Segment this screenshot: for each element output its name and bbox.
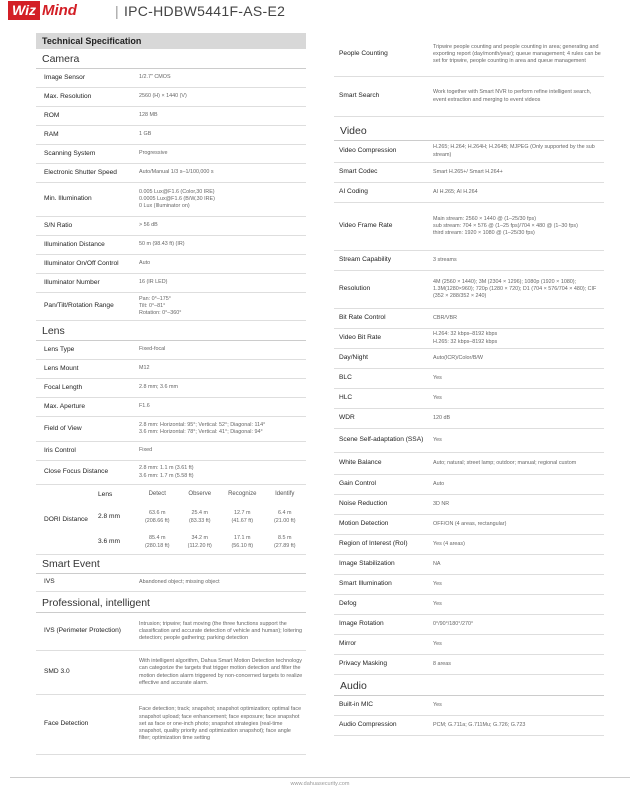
spec-label: Motion Detection	[339, 520, 389, 528]
spec-value: Yes	[433, 600, 442, 607]
spec-value: OFF/ON (4 areas, rectangular)	[433, 520, 507, 527]
spec-value: 2.8 mm: 1.1 m (3.61 ft) 3.6 mm: 1.7 m (5.58 ft)	[139, 465, 194, 479]
spec-label: Pan/Tilt/Rotation Range	[44, 302, 114, 310]
spec-value: Fixed	[139, 447, 153, 454]
spec-row	[334, 141, 604, 163]
spec-value: 16 (IR LED)	[139, 279, 168, 286]
left-column	[36, 33, 306, 755]
dori-lens: 3.6 mm	[98, 538, 120, 546]
spec-label: Smart Search	[339, 92, 380, 100]
spec-row	[36, 341, 306, 360]
spec-row	[36, 613, 306, 651]
professional-table	[36, 613, 306, 755]
spec-value: Main stream: 2560 × 1440 @ (1–25/30 fps) sub stream: 704 × 576 @ (1–25 fps)/704 × 480 @ (1–30 fps) third stream: 1920 × 1080 @ (1–25/30 fps)	[433, 215, 578, 237]
spec-label: Resolution	[339, 285, 371, 293]
spec-row	[36, 379, 306, 398]
spec-value: NA	[433, 560, 441, 567]
dori-cell: 34.2 m (112.20 ft)	[187, 535, 212, 549]
spec-label: Face Detection	[44, 720, 89, 728]
spec-label: Video Compression	[339, 147, 397, 155]
camera-table	[36, 69, 306, 321]
spec-value: Smart H.265+/ Smart H.264+	[433, 168, 503, 175]
spec-label: Image Sensor	[44, 73, 86, 81]
spec-label: IVS (Perimeter Protection)	[44, 627, 121, 635]
section-lens: Lens	[36, 321, 306, 341]
spec-value: Intrusion; tripwire; fast moving (the three functions support the classification and accurate detection of vehicle and human); loitering detection; people gathering; parking detection	[139, 620, 303, 642]
spec-label: Max. Aperture	[44, 402, 86, 410]
spec-label: Audio Compression	[339, 721, 397, 729]
spec-row	[36, 145, 306, 164]
spec-row	[36, 255, 306, 274]
spec-label: People Counting	[339, 50, 388, 58]
spec-row	[334, 329, 604, 349]
spec-row	[36, 417, 306, 442]
spec-label: Image Rotation	[339, 620, 384, 628]
spec-value: Tripwire people counting and people counting in area; generating and exporting report (day/month/year); queue management; 4 rules can be set for tripwire, people counting in area and queue management	[433, 43, 601, 65]
spec-value: Pan: 0°–175° Tilt: 0°–81° Rotation: 0°–360°	[139, 295, 182, 317]
spec-row	[36, 88, 306, 107]
spec-value: 3 streams	[433, 256, 457, 263]
spec-row	[36, 126, 306, 145]
spec-row	[334, 271, 604, 309]
spec-row	[36, 651, 306, 695]
audio-table	[334, 696, 604, 736]
spec-row	[334, 251, 604, 271]
spec-row	[334, 309, 604, 329]
spec-value: Yes	[433, 640, 442, 647]
spec-value: 120 dB	[433, 414, 451, 421]
spec-label: Gain Control	[339, 480, 377, 488]
spec-label: WDR	[339, 414, 355, 422]
spec-label: Smart Codec	[339, 168, 378, 176]
spec-value: Yes	[433, 374, 442, 381]
spec-value: With intelligent algorithm, Dahua Smart Motion Detection technology can categorize the targets that trigger motion detection and filter the motion detection alarm triggered by non-concerned targets to realize effective and accurate alarm.	[139, 657, 303, 686]
spec-row	[36, 164, 306, 183]
section-audio: Audio	[334, 675, 604, 696]
spec-row	[334, 77, 604, 117]
dori-header: Identify	[275, 491, 295, 498]
spec-value: Auto	[433, 480, 445, 487]
spec-label: White Balance	[339, 459, 382, 467]
spec-row	[334, 515, 604, 535]
spec-value: 2.8 mm: Horizontal: 95°; Vertical: 52°; Diagonal: 114° 3.6 mm: Horizontal: 78°; Vertical: 41°; Diagonal: 94°	[139, 421, 266, 435]
spec-value: Abandoned object; missing object	[139, 578, 220, 585]
spec-label: Built-in MIC	[339, 701, 374, 709]
section-video: Video	[334, 117, 604, 141]
spec-value: 3D NR	[433, 500, 450, 507]
spec-value: 8 areas	[433, 660, 451, 667]
spec-row	[334, 575, 604, 595]
section-professional: Professional, intelligent	[36, 592, 306, 613]
spec-label: Close Focus Distance	[44, 468, 109, 476]
title-bar: Technical Specification	[36, 33, 306, 49]
spec-label: Illuminator On/Off Control	[44, 259, 119, 267]
right-column	[334, 33, 604, 736]
dori-cell: 85.4 m (280.18 ft)	[144, 535, 170, 549]
spec-row	[36, 217, 306, 236]
spec-value: 0°/90°/180°/270°	[433, 620, 474, 627]
header-separator: |	[115, 3, 119, 19]
spec-row	[334, 615, 604, 635]
spec-value: > 56 dB	[139, 222, 158, 229]
spec-row	[334, 475, 604, 495]
spec-label: Mirror	[339, 640, 357, 648]
spec-value: AI H.265; AI H.264	[433, 188, 478, 195]
spec-row	[36, 107, 306, 126]
spec-label: Smart Illumination	[339, 580, 392, 588]
spec-label: Iris Control	[44, 446, 76, 454]
spec-label: Noise Reduction	[339, 500, 388, 508]
spec-value: Fixed-focal	[139, 346, 166, 353]
spec-label: Bit Rate Control	[339, 314, 386, 322]
logo-mind: Mind	[41, 2, 77, 19]
spec-label: Video Frame Rate	[339, 222, 393, 230]
smart-event-table	[36, 574, 306, 592]
lens-table	[36, 341, 306, 485]
spec-row	[36, 461, 306, 485]
spec-label: BLC	[339, 374, 352, 382]
spec-label: Focal Length	[44, 383, 83, 391]
wizmind-logo	[8, 1, 77, 20]
dori-table	[36, 485, 306, 555]
spec-value: Face detection; track; snapshot; snapshot optimization; optimal face snapshot upload; face enhancement; face exposure; face snapshot set as face or one-inch photo; snapshot strategies (real-time snapshot, quality priority and optimization snapshot); face angle filter; optimization time setting	[139, 706, 302, 742]
spec-row	[334, 409, 604, 429]
dori-cell: 17.1 m (56.10 ft)	[231, 535, 254, 549]
spec-row	[334, 655, 604, 675]
spec-row	[36, 183, 306, 217]
dori-cell: 25.4 m (83.33 ft)	[188, 510, 211, 524]
dori-cell: 6.4 m (21.00 ft)	[273, 510, 296, 524]
dori-header: Observe	[188, 491, 212, 498]
spec-label: SMD 3.0	[44, 668, 70, 676]
spec-value: 4M (2560 × 1440); 3M (2304 × 1296); 1080p (1920 × 1080); 1.3M(1280×960); 720p (1280 × 720); D1 (704 × 576/704 × 480); CIF (352 × 288/352 × 240)	[433, 278, 597, 300]
spec-value: Work together with Smart NVR to perform refine intelligent search, event extraction and merging to event videos	[433, 89, 592, 103]
spec-row	[334, 716, 604, 736]
video-table	[334, 141, 604, 675]
spec-row	[36, 69, 306, 88]
spec-label: AI Coding	[339, 188, 368, 196]
spec-label: Electronic Shutter Speed	[44, 168, 117, 176]
right-top-table	[334, 33, 604, 117]
logo-wiz: Wiz	[8, 1, 40, 20]
spec-value: Auto/Manual 1/3 s–1/100,000 s	[139, 169, 214, 176]
spec-row	[36, 274, 306, 293]
spec-label: Stream Capability	[339, 256, 392, 264]
model-number	[115, 3, 285, 19]
spec-value: CBR/VBR	[433, 314, 457, 321]
spec-label: Field of View	[44, 424, 82, 432]
spec-row	[334, 696, 604, 716]
spec-row	[36, 360, 306, 379]
dori-cell: 8.5 m (27.89 ft)	[273, 535, 296, 549]
spec-row	[334, 495, 604, 515]
dori-header: Detect	[148, 491, 166, 498]
model-text: IPC-HDBW5441F-AS-E2	[123, 3, 286, 19]
spec-value: Yes	[433, 580, 442, 587]
spec-value: Yes (4 areas)	[433, 540, 465, 547]
dori-header: Recognize	[228, 491, 257, 498]
spec-label: Image Stabilization	[339, 560, 395, 568]
spec-row	[36, 236, 306, 255]
spec-label: Lens Type	[44, 345, 75, 353]
spec-label: Region of Interest (RoI)	[339, 540, 408, 548]
spec-label: RAM	[44, 130, 59, 138]
spec-row	[334, 389, 604, 409]
spec-label: Illuminator Number	[44, 278, 100, 286]
spec-value: Auto	[139, 260, 151, 267]
spec-row	[36, 442, 306, 461]
spec-row	[36, 398, 306, 417]
spec-row	[36, 293, 306, 321]
spec-value: PCM; G.711a; G.711Mu; G.726; G.723	[433, 721, 526, 728]
spec-value: H.265; H.264; H.264H; H.264B; MJPEG (Only supported by the sub stream)	[433, 144, 595, 158]
spec-label: Day/Night	[339, 354, 368, 362]
spec-value: Auto; natural; street lamp; outdoor; manual; regional custom	[433, 459, 577, 466]
spec-value: Progressive	[139, 150, 168, 157]
spec-row	[334, 33, 604, 77]
section-camera: Camera	[36, 49, 306, 69]
dori-grid	[96, 485, 306, 554]
spec-label: Min. Illumination	[44, 195, 92, 203]
spec-row	[334, 635, 604, 655]
dori-cell: 12.7 m (41.67 ft)	[231, 510, 254, 524]
spec-value: Yes	[433, 701, 442, 708]
spec-value: 2.8 mm; 3.6 mm	[139, 384, 178, 391]
spec-row	[36, 574, 306, 592]
spec-value: 1/2.7" CMOS	[139, 74, 171, 81]
spec-row	[334, 595, 604, 615]
spec-label: Defog	[339, 600, 357, 608]
spec-label: Scanning System	[44, 149, 96, 157]
dori-lens: 2.8 mm	[98, 513, 120, 521]
spec-row	[334, 369, 604, 389]
spec-label: Video Bit Rate	[339, 334, 382, 342]
spec-value: 2560 (H) × 1440 (V)	[139, 93, 187, 100]
spec-value: M12	[139, 365, 150, 372]
spec-label: S/N Ratio	[44, 221, 73, 229]
spec-label: Scene Self-adaptation (SSA)	[339, 436, 424, 444]
spec-row	[334, 429, 604, 453]
spec-value: 0.005 Lux@F1.6 (Color,30 IRE) 0.0005 Lux@F1.6 (B/W,30 IRE) 0 Lux (Illuminator on)	[139, 188, 215, 210]
spec-label: Privacy Masking	[339, 660, 388, 668]
spec-label: HLC	[339, 394, 353, 402]
spec-row	[334, 453, 604, 475]
dori-cell: 63.6 m (208.66 ft)	[144, 510, 170, 524]
section-smart-event: Smart Event	[36, 555, 306, 574]
spec-row	[334, 183, 604, 203]
spec-row	[36, 695, 306, 755]
footer-url: www.dahuasecurity.com	[10, 777, 630, 787]
spec-label: Max. Resolution	[44, 92, 92, 100]
spec-label: Illumination Distance	[44, 240, 105, 248]
spec-value: Auto(ICR)/Color/B/W	[433, 354, 484, 361]
spec-value: Yes	[433, 394, 442, 401]
spec-value: Yes	[433, 436, 442, 443]
spec-value: H.264: 32 kbps–8192 kbps H.265: 32 kbps–8192 kbps	[433, 331, 498, 345]
spec-row	[334, 555, 604, 575]
spec-value: 50 m (98.43 ft) (IR)	[139, 241, 185, 248]
dori-label: DORI Distance	[44, 516, 88, 523]
spec-row	[334, 163, 604, 183]
spec-value: 1 GB	[139, 131, 152, 138]
spec-label: Lens Mount	[44, 364, 79, 372]
spec-row	[334, 535, 604, 555]
spec-row	[334, 203, 604, 251]
spec-label: ROM	[44, 111, 60, 119]
dori-header: Lens	[98, 490, 113, 498]
spec-value: F1.6	[139, 403, 150, 410]
spec-label: IVS	[44, 578, 55, 586]
spec-value: 128 MB	[139, 112, 158, 119]
spec-row	[334, 349, 604, 369]
